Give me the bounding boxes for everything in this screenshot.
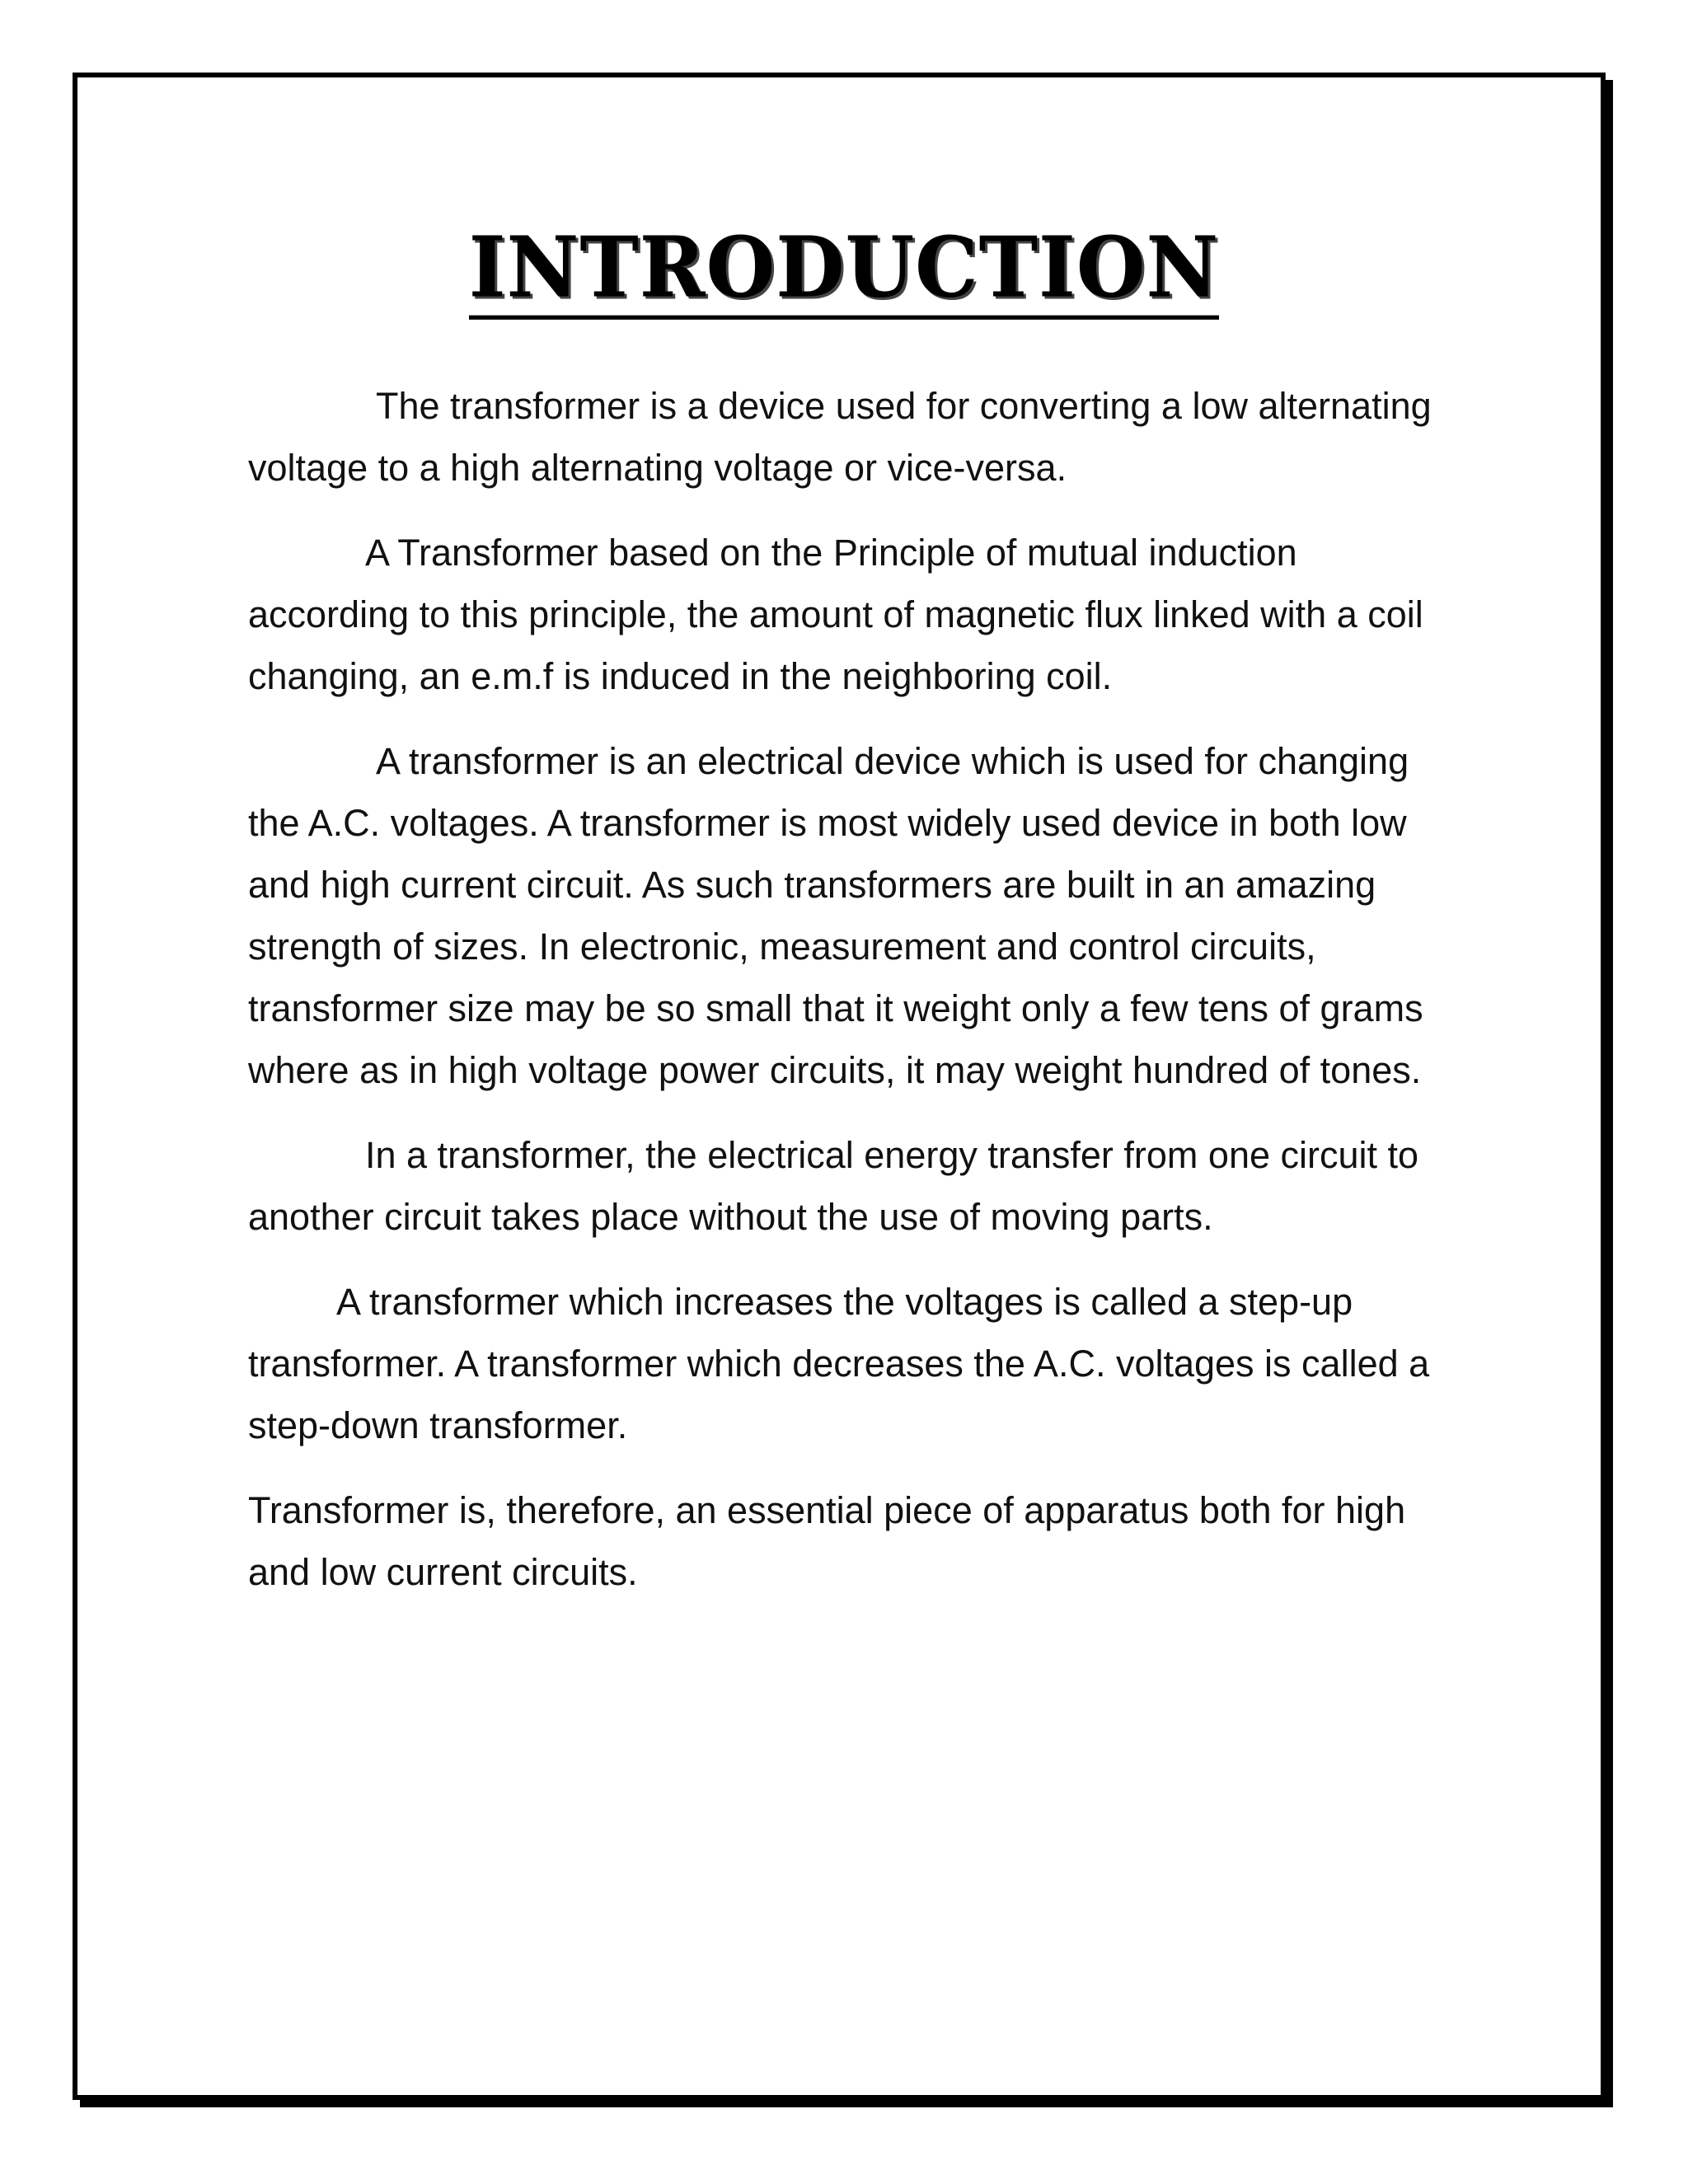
page-title: INTRODUCTION	[469, 222, 1220, 319]
document-body	[248, 375, 1443, 1626]
paragraph-5: A transformer which increases the voltages is called a step-up transformer. A transformer which decreases the A.C. voltages is called a step-down transformer.	[248, 1281, 1430, 1446]
page-title-container	[0, 218, 1688, 317]
paragraph-6: Transformer is, therefore, an essential piece of apparatus both for high and low current circuits.	[248, 1489, 1406, 1593]
paragraph-1: The transformer is a device used for converting a low alternating voltage to a high alternating voltage or vice-versa.	[248, 385, 1432, 489]
paragraph-4: In a transformer, the electrical energy transfer from one circuit to another circuit takes place without the use of moving parts.	[248, 1134, 1419, 1238]
paragraph-3: A transformer is an electrical device which is used for changing the A.C. voltages. A transformer is most widely used device in both low and high current circuit. As such transformers are built in an amazing strength of sizes. In electronic, measurement and control circuits, transformer size may be so small that it weight only a few tens of grams where as in high voltage power circuits, it may weight hundred of tones.	[248, 740, 1423, 1091]
paragraph-2: A Transformer based on the Principle of mutual induction according to this principle, the amount of magnetic flux linked with a coil changing, an e.m.f is induced in the neighboring coil.	[248, 532, 1423, 697]
